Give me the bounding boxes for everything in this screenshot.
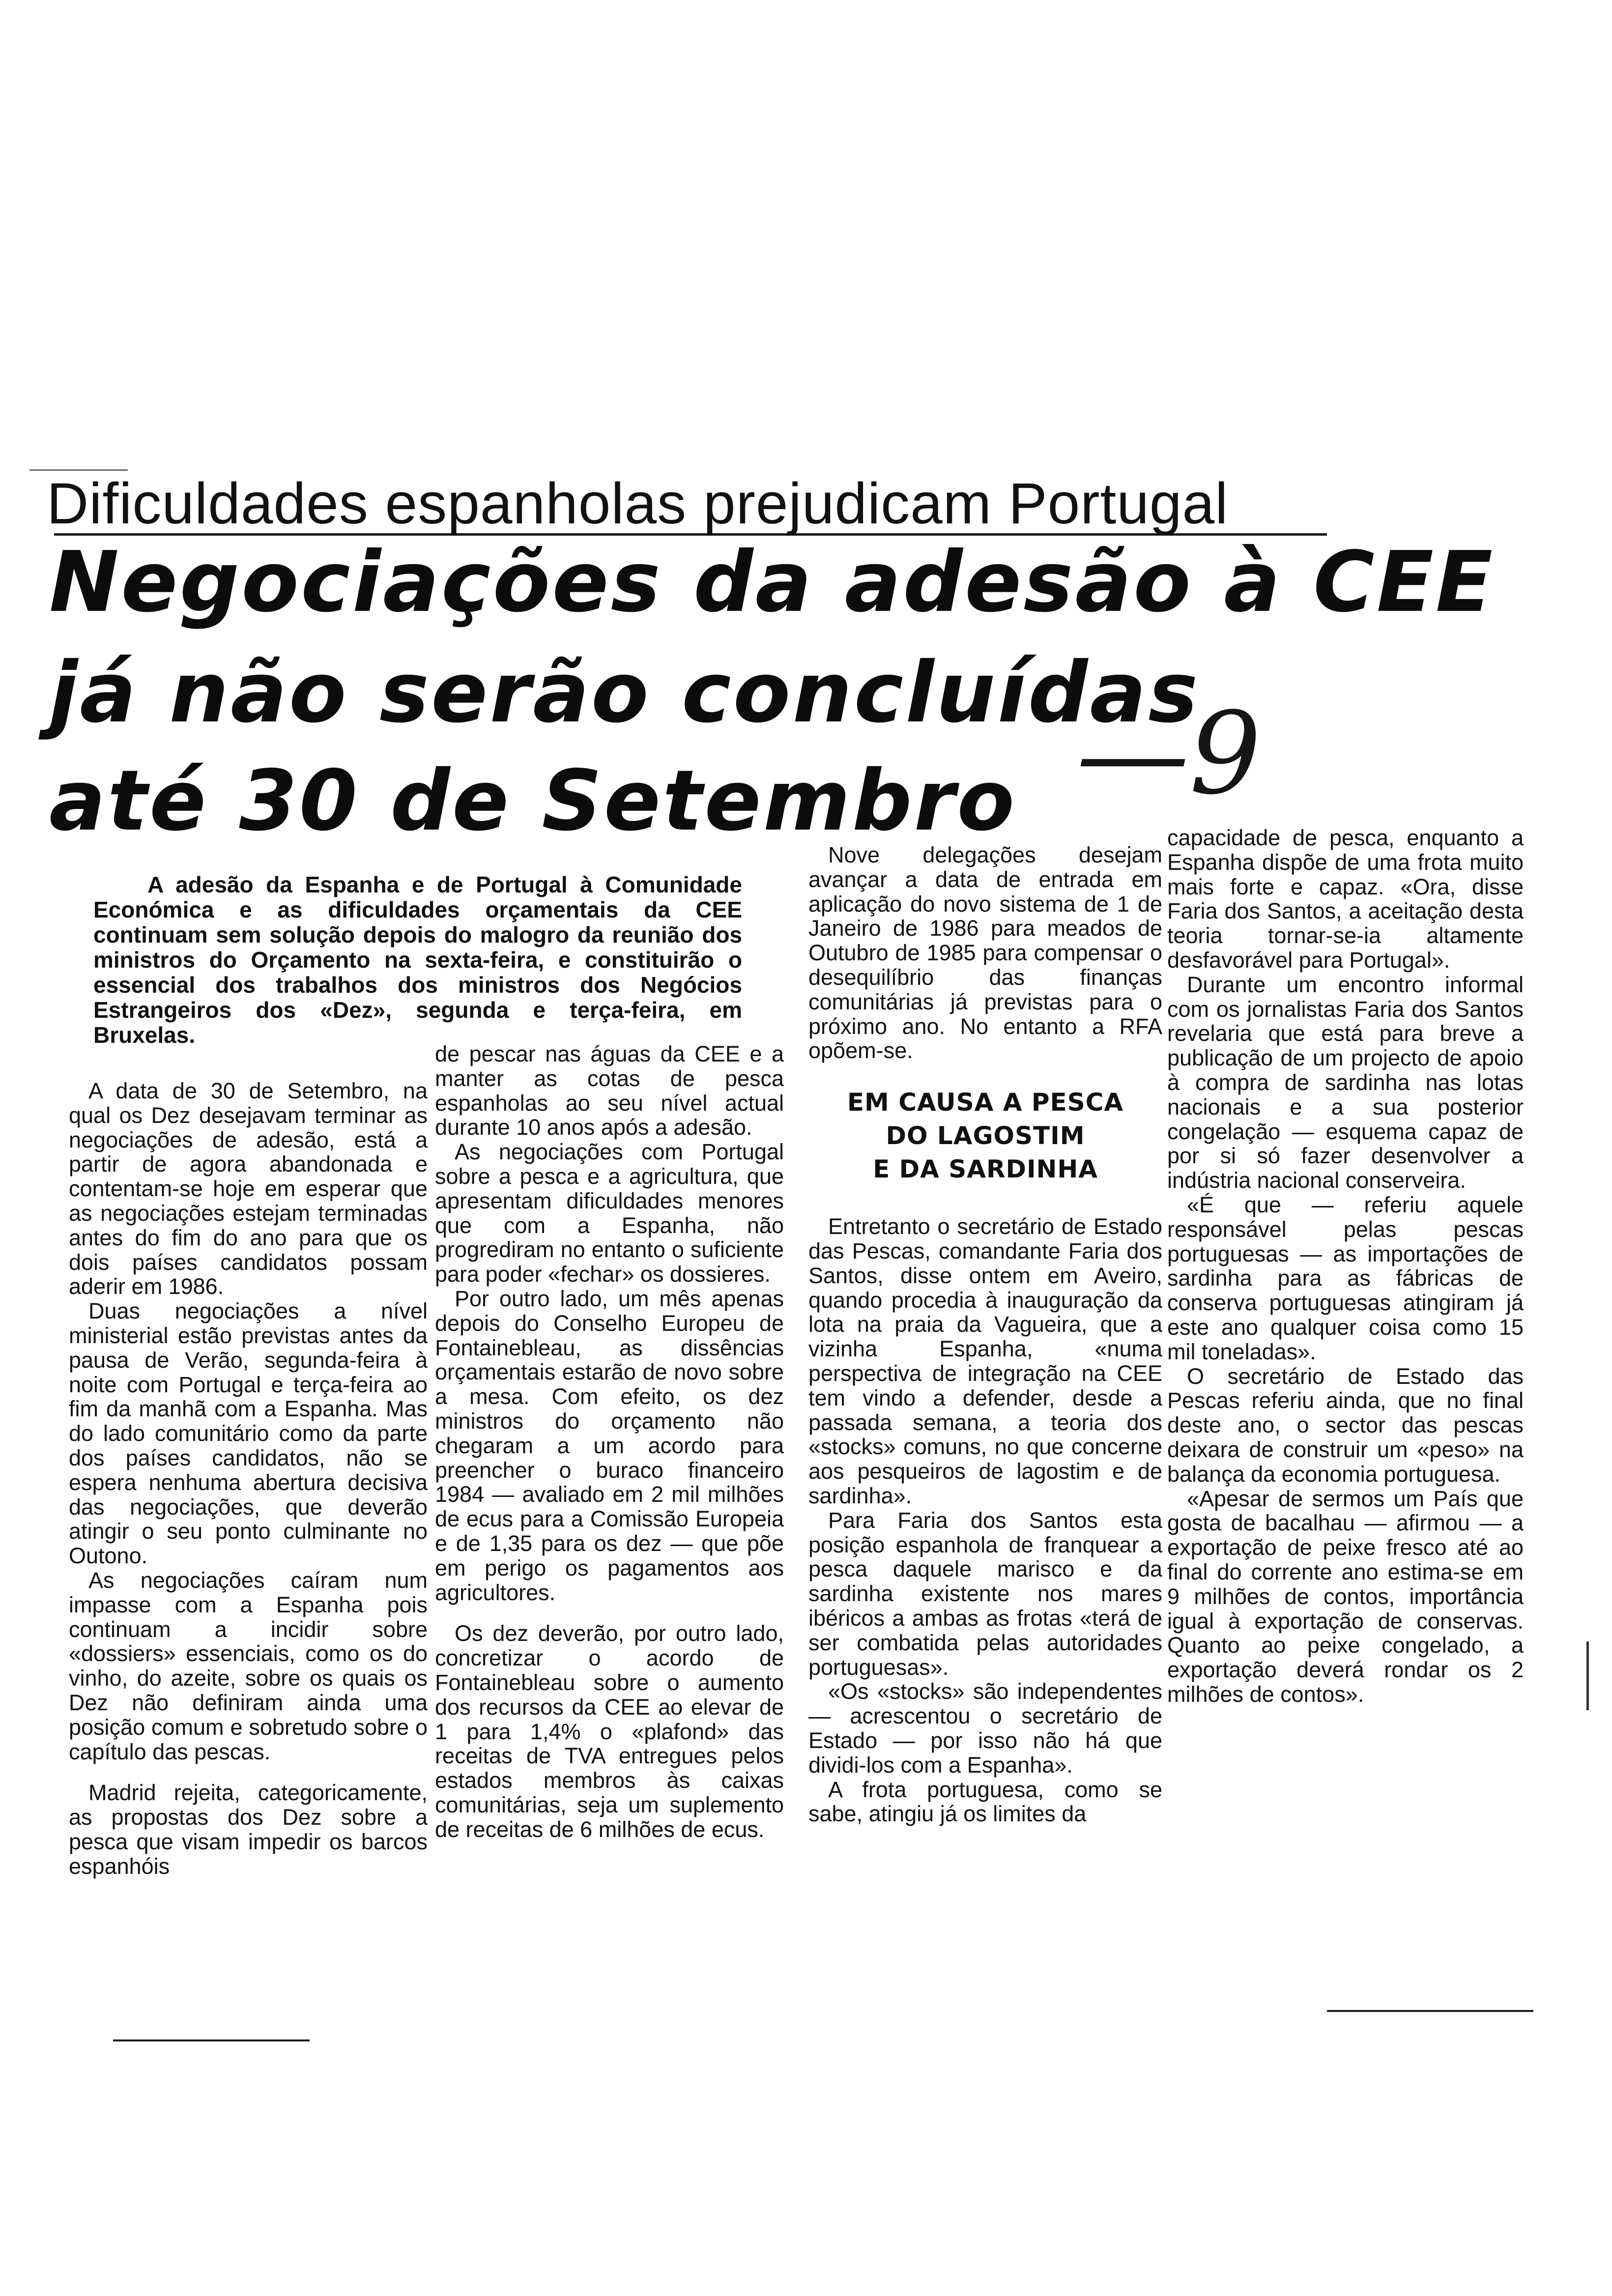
kicker-title: Dificuldades espanholas prejudicam Portugal — [47, 471, 1229, 536]
headline-line-1: Negociações da adesão à CEE — [49, 534, 1495, 631]
paragraph: «Apesar de sermos um País que gosta de bacalhau — afirmou — a exportação de peixe fresco até ao final do corrente ano estima-se em 9 milhões de contos, importância igual à exportação de conservas. Quanto ao peixe congelado, a exportação deverá rondar os 2 milhões de contos». — [1167, 1486, 1524, 1707]
paragraph: Duas negociações a nível ministerial estão previstas antes da pausa de Verão, segunda-feira à noite com Portugal e terça-feira ao fim da manhã com a Espanha. Mas do lado comunitário como da parte dos países candidatos, não se espera nenhuma abertura decisiva das negociações, que deverão atingir o seu ponto culminante no Outono. — [69, 1298, 428, 1569]
subhead — [808, 1086, 1162, 1186]
paragraph: «É que — referiu aquele responsável pelas pescas portuguesas — as importações de sardinha para as fábricas de conserva portuguesas atingiram já este ano qualquer coisa como 15 mil toneladas». — [1167, 1192, 1524, 1364]
paragraph: Os dez deverão, por outro lado, concretizar o acordo de Fontainebleau sobre o aumento dos recursos da CEE ao elevar de 1 para 1,4% o «plafond» das receitas de TVA entregues pelos estados membros às caixas comunitárias, seja um suplemento de receitas de 6 milhões de ecus. — [435, 1621, 784, 1842]
paragraph: As negociações com Portugal sobre a pesca e a agricultura, que apresentam dificuldades menores que com a Espanha, não progrediram no entanto o suficiente para poder «fechar» os dossieres. — [435, 1139, 784, 1287]
paragraph: Por outro lado, um mês apenas depois do Conselho Europeu de Fontainebleau, as dissências orçamentais estarão de novo sobre a mesa. Com efeito, os dez ministros do orçamento não chegaram a um acordo para preencher o buraco financeiro 1984 — avaliado em 2 mil milhões de ecus para a Comissão Europeia e de 1,35 para os dez — que põe em perigo os pagamentos aos agricultores. — [435, 1286, 784, 1605]
paragraph: Madrid rejeita, categoricamente, as propostas dos Dez sobre a pesca que visam impedir os barcos espanhóis — [69, 1780, 428, 1879]
lede-paragraph: A adesão da Espanha e de Portugal à Comunidade Económica e as dificuldades orçamentais da CEE continuam sem solução depois do malogro da reunião dos ministros do Orçamento na sexta-feira, e constituirão o essencial dos trabalhos dos ministros dos Negócios Estrangeiros dos «Dez», segunda e terça-feira, em Bruxelas. — [93, 872, 742, 1048]
margin-bracket-right — [1586, 1641, 1589, 1710]
subhead-line-3: E DA SARDINHA — [873, 1155, 1098, 1184]
paragraph: Durante um encontro informal com os jornalistas Faria dos Santos revelaria que está para breve a publicação de um projecto de apoio à compra de sardinha nas lotas nacionais e a sua posterior congelação — esquema capaz de por si só fazer desenvolver a indústria nacional conserveira. — [1167, 972, 1524, 1193]
paragraph: Entretanto o secretário de Estado das Pescas, comandante Faria dos Santos, disse ontem em Aveiro, quando procedia à inauguração da lota na praia da Vagueira, que a vizinha Espanha, «numa perspectiva de integração na CEE tem vindo a defender, desde a passada semana, a teoria dos «stocks» comuns, no que concerne aos pesqueiros de lagostim e de sardinha». — [808, 1214, 1162, 1508]
paragraph: O secretário de Estado das Pescas referiu ainda, que no final deste ano, o sector das pescas deixara de construir um «peso» na balança da economia portuguesa. — [1167, 1363, 1524, 1487]
column-4 — [1167, 826, 1524, 1707]
headline-line-2: já não serão concluídas — [49, 644, 1200, 742]
paragraph: As negociações caíram num impasse com a Espanha pois continuam a incidir sobre «dossiers» essenciais, como os do vinho, do azeite, sobre os quais os Dez não definiram ainda uma posição comum e sobretudo sobre o capítulo das pescas. — [69, 1567, 428, 1764]
paragraph: capacidade de pesca, enquanto a Espanha dispõe de uma frota muito mais forte e capaz. «Ora, disse Faria dos Santos, a aceitação desta teoria tornar-se-ia altamente desfavorável para Portugal». — [1167, 825, 1524, 973]
headline-line-3: até 30 de Setembro — [49, 752, 1017, 850]
column-3 — [808, 843, 1162, 1826]
bottom-right-rule — [1327, 2010, 1533, 2012]
paragraph: «Os «stocks» são independentes — acrescentou o secretário de Estado — por isso não há que dividi-los com a Espanha». — [808, 1679, 1162, 1778]
bottom-left-rule — [113, 2039, 310, 2041]
handwritten-annotation: —9 — [1076, 689, 1262, 820]
subhead-line-2: DO LAGOSTIM — [886, 1121, 1085, 1150]
paragraph: A data de 30 de Setembro, na qual os Dez desejavam terminar as negociações de adesão, está a partir de agora abandonada e contentam-se hoje em esperar que as negociações estejam terminadas antes do fim do ano para que os dois países candidatos possam aderir em 1986. — [69, 1078, 428, 1299]
top-left-rule — [29, 469, 128, 471]
column-1 — [69, 1079, 428, 1879]
paragraph: Nove delegações desejam avançar a data de entrada em aplicação do novo sistema de 1 de Janeiro de 1986 para meados de Outubro de 1985 para compensar o desequilíbrio das finanças comunitárias já previstas para o próximo ano. No entanto a RFA opõem-se. — [808, 842, 1162, 1063]
paragraph: Para Faria dos Santos esta posição espanhola de franquear a pesca daquele marisco e da sardinha existente nos mares ibéricos a ambas as frotas «terá de ser combatida pelas autoridades portuguesas». — [808, 1507, 1162, 1680]
subhead-line-1: EM CAUSA A PESCA — [847, 1088, 1124, 1117]
paragraph: A frota portuguesa, como se sabe, atingiu já os limites da — [808, 1777, 1162, 1827]
paragraph: de pescar nas águas da CEE e a manter as cotas de pesca espanholas ao seu nível actual durante 10 anos após a adesão. — [435, 1041, 784, 1140]
column-2 — [435, 1042, 784, 1842]
